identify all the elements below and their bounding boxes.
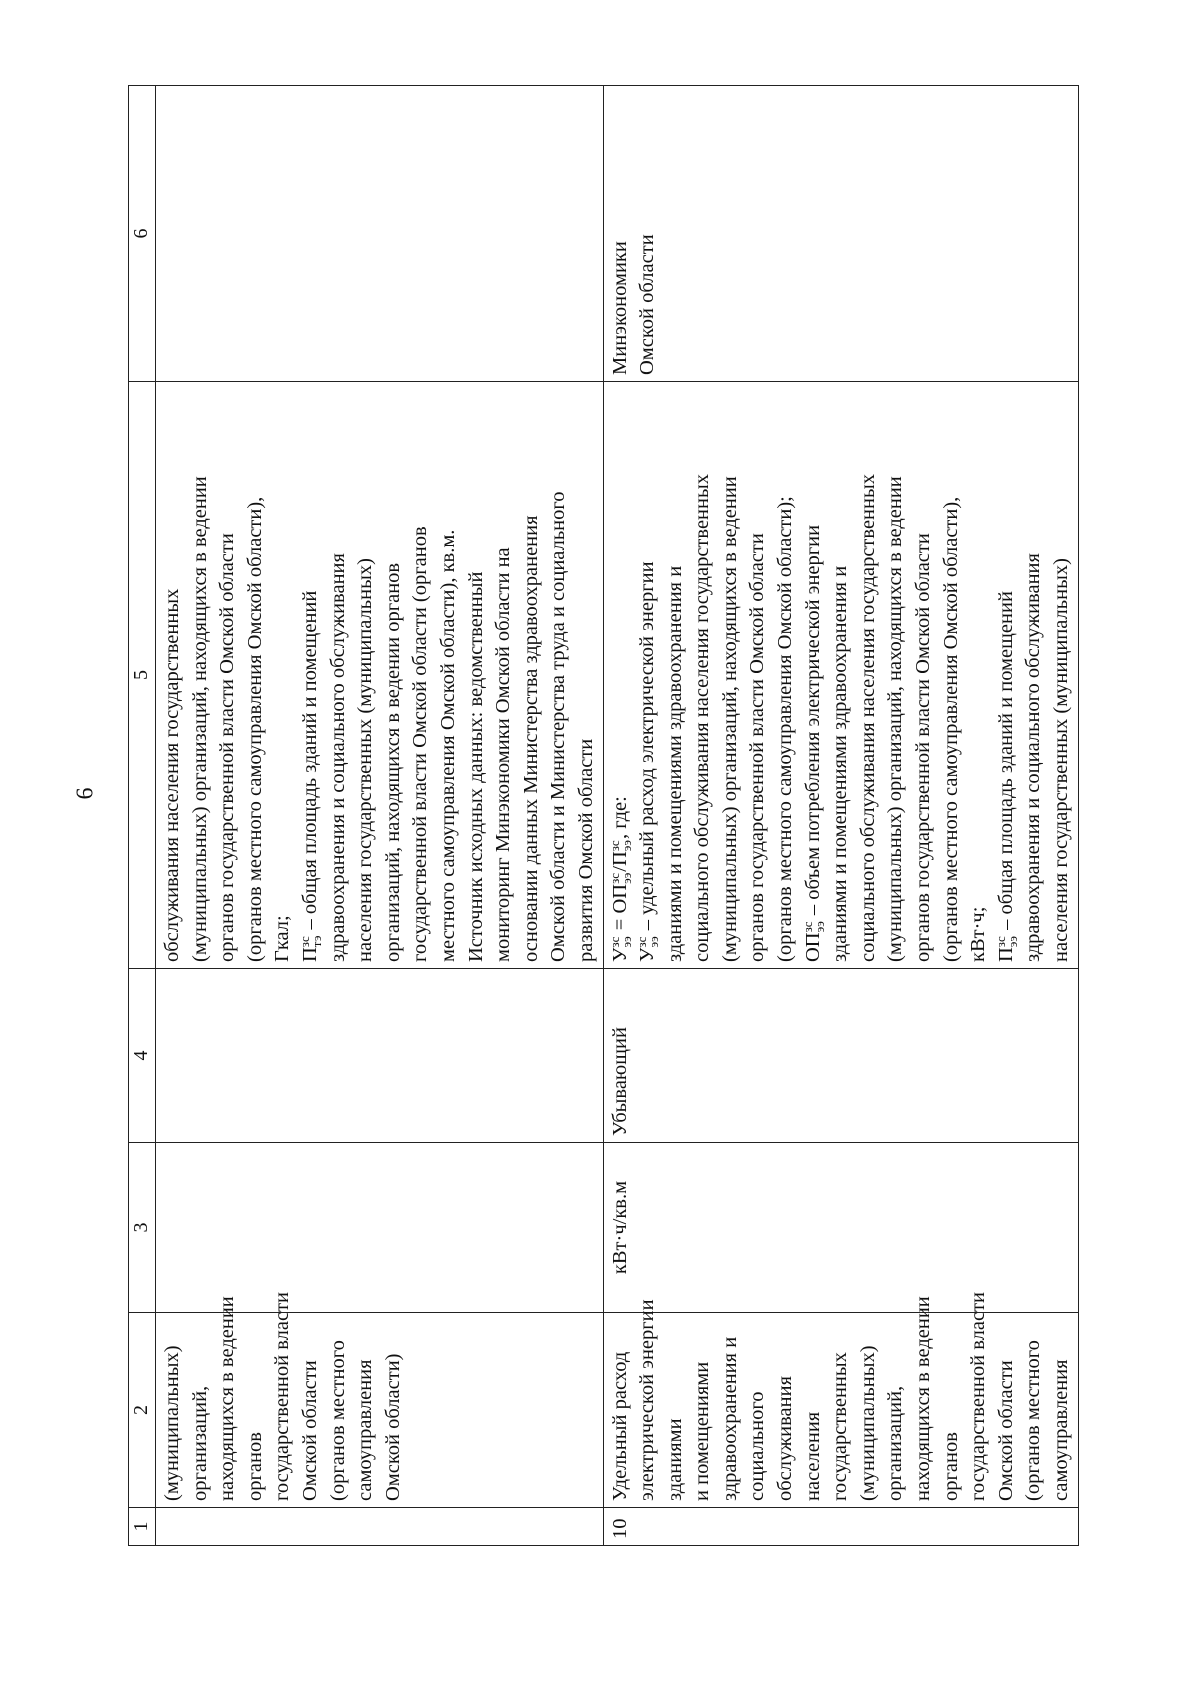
table-row: [603, 86, 1078, 1546]
text-line: мониторинг Минэкономики Омской области на: [492, 547, 515, 962]
unit-cell: [156, 1143, 604, 1313]
table-row: [156, 86, 604, 1546]
text-line: (органов местного самоуправления Омской области),: [939, 496, 962, 962]
text-line: зданиями: [663, 1418, 686, 1501]
text-line: находящихся в ведении: [216, 1296, 239, 1501]
text-line: и помещениями: [691, 1361, 714, 1501]
formula-line: У зс ээ – удельный расход электрической энергии: [634, 561, 662, 962]
text-line: организаций, находящихся в ведении органов: [381, 562, 404, 962]
text-line: самоуправления: [354, 1359, 377, 1501]
text-line: находящихся в ведении: [912, 1296, 935, 1501]
text-line: кВт·ч;: [967, 906, 990, 962]
page-number: 6: [72, 787, 99, 800]
text-line: (органов местного самоуправления Омской области),: [243, 496, 266, 962]
text-line: (муниципальных) организаций, находящихся в ведении: [718, 476, 741, 962]
text-line: органов государственной власти Омской области: [912, 533, 935, 962]
rotated-table-page: [128, 86, 1088, 1546]
trend-cell: Убывающий: [603, 969, 1078, 1143]
text-line: (органов местного самоуправления Омской области);: [774, 496, 797, 962]
text-line: (муниципальных): [161, 1345, 183, 1501]
header-col-3: 3: [129, 1143, 156, 1313]
text-line: социального обслуживания населения государственных: [691, 473, 714, 962]
text-line: самоуправления: [1050, 1359, 1072, 1501]
text-line: Омской области: [636, 234, 659, 375]
trend-cell: [156, 969, 604, 1143]
text-line: местного самоуправления Омской области), кв.м.: [436, 529, 459, 962]
responsible-cell: [156, 86, 604, 382]
text-line: (муниципальных) организаций, находящихся в ведении: [884, 476, 907, 962]
text-line: (муниципальных): [856, 1345, 879, 1501]
text-line: социального: [746, 1391, 769, 1501]
text-line: Источник исходных данных: ведомственный: [464, 571, 487, 962]
text-line: органов государственной власти Омской области: [216, 533, 239, 962]
unit-cell: кВт·ч/кв.м: [603, 1143, 1078, 1313]
header-row: [129, 86, 156, 1546]
header-col-2: 2: [129, 1313, 156, 1508]
text-line: населения государственных (муниципальных): [354, 558, 377, 962]
text-line: (муниципальных) организаций, находящихся в ведении: [188, 476, 211, 962]
indicators-table: [128, 85, 1079, 1546]
text-line: организаций,: [884, 1385, 907, 1501]
text-line: развития Омской области: [574, 738, 597, 962]
row-number-cell: 10: [603, 1508, 1078, 1546]
text-line: государственной власти: [271, 1292, 294, 1501]
formula-line: У зс ээ = ОП зс ээ /П зс ээ , где:: [606, 796, 634, 962]
header-col-1: 1: [129, 1508, 156, 1546]
text-line: Минэкономики: [608, 241, 631, 375]
text-line: органов: [939, 1432, 962, 1501]
header-col-5: 5: [129, 382, 156, 969]
indicator-name-cell: [603, 1292, 1078, 1508]
text-line: здравоохранения и: [718, 1336, 741, 1501]
text-line: зданиями и помещениями здравоохранения и: [663, 565, 686, 962]
header-col-4: 4: [129, 969, 156, 1143]
text-line: основании данных Министерства здравоохранения: [519, 515, 542, 962]
text-line: Омской области и Министерства труда и социального: [547, 491, 570, 962]
text-line: Омской области: [994, 1360, 1017, 1501]
text-line: здравоохранения и социального обслуживания: [326, 553, 349, 962]
text-line: социального обслуживания населения государственных: [856, 473, 879, 962]
row-number-cell: [156, 1508, 604, 1546]
formula-line: П зс ээ – общая площадь зданий и помещений: [993, 591, 1021, 962]
text-line: электрической энергии: [636, 1299, 659, 1501]
formula-cell: [156, 382, 604, 969]
text-line: обслуживания населения государственных: [161, 588, 183, 962]
formula-line: ОП зс ээ – объем потребления электрической энергии: [799, 524, 827, 962]
text-line: государственных: [829, 1352, 852, 1501]
formula-cell: [603, 382, 1078, 969]
formula-line: П зс тэ – общая площадь зданий и помещений: [297, 590, 325, 962]
text-line: (органов местного: [1022, 1340, 1045, 1501]
text-line: Омской области: [298, 1360, 321, 1501]
text-line: здравоохранения и социального обслуживания: [1022, 553, 1045, 962]
text-line: обслуживания: [774, 1375, 797, 1501]
text-line: органов государственной власти Омской области: [746, 533, 769, 962]
text-line: Омской области): [381, 1353, 404, 1501]
text-line: государственной власти Омской области (органов: [409, 526, 432, 962]
text-line: населения: [801, 1411, 824, 1501]
responsible-cell: [603, 86, 1078, 382]
text-line: зданиями и помещениями здравоохранения и: [829, 565, 852, 962]
text-line: населения государственных (муниципальных): [1050, 558, 1072, 962]
text-line: государственной власти: [967, 1292, 990, 1501]
text-line: Удельный расход: [608, 1351, 631, 1501]
text-line: Гкал;: [271, 915, 294, 962]
header-col-6: 6: [129, 86, 156, 382]
text-line: (органов местного: [326, 1340, 349, 1501]
text-line: организаций,: [188, 1385, 211, 1501]
indicator-name-cell: [156, 1292, 604, 1508]
text-line: органов: [243, 1432, 266, 1501]
